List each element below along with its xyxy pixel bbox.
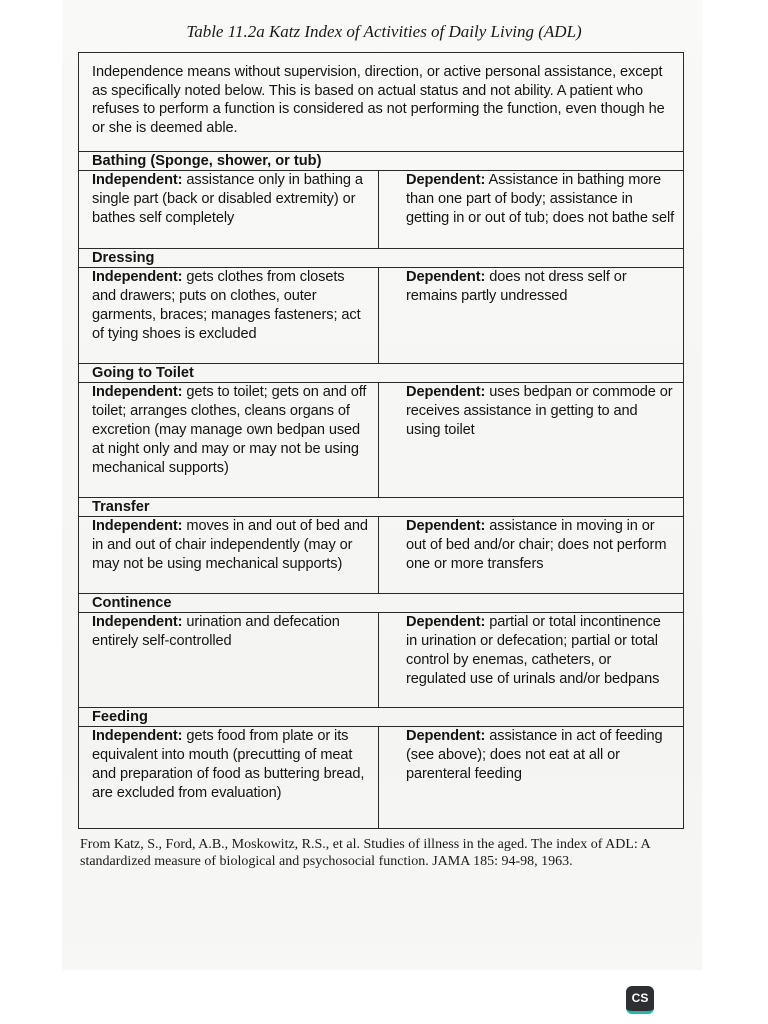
dependent-cell: [379, 517, 683, 593]
dependent-cell: [379, 613, 683, 707]
dependent-label: Dependent:: [406, 614, 486, 630]
dependent-label: Dependent:: [406, 384, 486, 400]
independent-label: Independent:: [92, 269, 183, 285]
independent-text: assistance only in bathing a single part (back or disabled extremity) or bathes self completely: [92, 172, 363, 226]
dependent-cell: [379, 727, 683, 828]
intro-text: Independence means without supervision, direction, or active personal assistance, except as specifically noted below. This is based on actual status and not ability. A patient who refuses to perform a function is considered as not performing the function, even though he or she is deemed able.: [92, 64, 665, 136]
table-row: [79, 267, 683, 363]
table-row: [79, 382, 683, 497]
dependent-text: assistance in act of feeding (see above); does not eat at all or parenteral feeding: [406, 728, 663, 782]
section-heading-going-to-toilet: Going to Toilet: [79, 363, 683, 382]
independent-label: Independent:: [92, 518, 183, 534]
section-heading-transfer: Transfer: [79, 497, 683, 516]
dependent-label: Dependent:: [406, 728, 486, 744]
table-row: [79, 726, 683, 828]
independent-cell: [79, 268, 379, 363]
independent-cell: [79, 383, 379, 497]
section-heading-dressing: Dressing: [79, 248, 683, 267]
table-title: Table 11.2a Katz Index of Activities of Daily Living (ADL): [186, 22, 582, 41]
adl-table: [78, 52, 684, 829]
table-row: [79, 170, 683, 248]
independent-cell: [79, 613, 379, 707]
independent-label: Independent:: [92, 614, 183, 630]
dependent-label: Dependent:: [406, 172, 486, 188]
table-row: [79, 612, 683, 707]
dependent-label: Dependent:: [406, 269, 486, 285]
independent-cell: [79, 517, 379, 593]
dependent-label: Dependent:: [406, 518, 486, 534]
independent-text: gets food from plate or its equivalent into mouth (precutting of meat and preparation of food as buttering bread, are excluded from evaluation): [92, 728, 365, 801]
dependent-cell: [379, 383, 683, 497]
dependent-cell: [379, 171, 683, 248]
section-heading-continence: Continence: [79, 593, 683, 612]
dependent-text: uses bedpan or commode or receives assistance in getting to and using toilet: [406, 384, 673, 438]
independent-text: gets clothes from closets and drawers; puts on clothes, outer garments, braces; manages fasteners; act of tying shoes is excluded: [92, 269, 361, 342]
independent-text: urination and defecation entirely self-controlled: [92, 614, 340, 649]
independent-label: Independent:: [92, 384, 183, 400]
dependent-text: Assistance in bathing more than one part of body; assistance in getting in or out of tub; does not bathe self: [406, 172, 675, 226]
dependent-text: does not dress self or remains partly undressed: [406, 269, 627, 304]
section-heading-bathing: Bathing (Sponge, shower, or tub): [79, 151, 683, 170]
dependent-text: partial or total incontinence in urination or defecation; partial or total control by enemas, catheters, or regulated use of urinals and/or bedpans: [406, 614, 661, 687]
independent-cell: [79, 171, 379, 248]
section-heading-feeding: Feeding: [79, 707, 683, 726]
independent-text: gets to toilet; gets on and off toilet; arranges clothes, cleans organs of excretion (may manage own bedpan used at night only and may or may not be using mechanical supports): [92, 384, 367, 476]
independent-text: moves in and out of bed and in and out of chair independently (may or may not be using mechanical supports): [92, 518, 368, 572]
camscanner-logo: CS: [626, 986, 654, 1014]
independent-label: Independent:: [92, 172, 183, 188]
dependent-text: assistance in moving in or out of bed and/or chair; does not perform one or more transfers: [406, 518, 667, 572]
independent-cell: [79, 727, 379, 828]
table-row: [79, 516, 683, 593]
dependent-cell: [379, 268, 683, 363]
independent-label: Independent:: [92, 728, 183, 744]
citation: From Katz, S., Ford, A.B., Moskowitz, R.S., et al. Studies of illness in the aged. The index of ADL: A standardized measure of biological and psychosocial function. JAMA 185: 94-98, 1963.: [80, 837, 650, 869]
